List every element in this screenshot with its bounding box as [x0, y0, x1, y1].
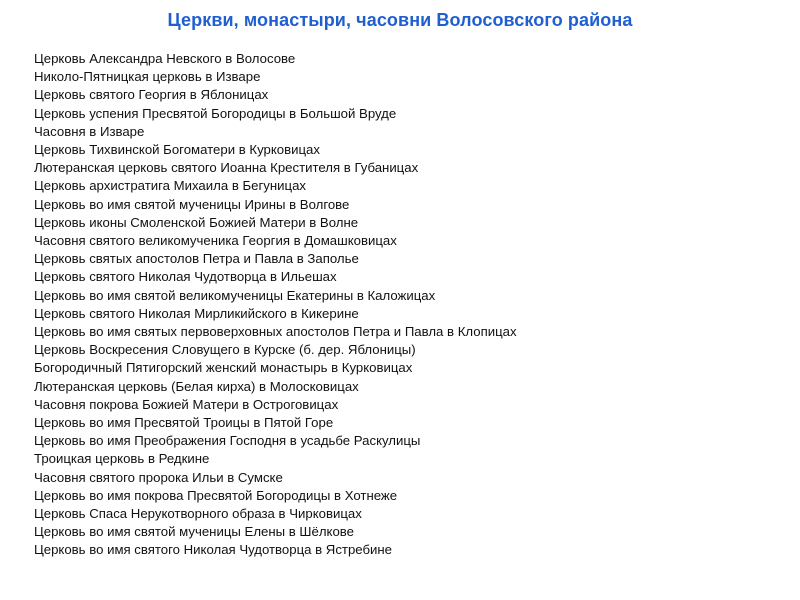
- list-item: Часовня святого великомученика Георгия в Домашковицах: [34, 233, 397, 249]
- list-item: Церковь Спаса Нерукотворного образа в Чирковицах: [34, 506, 362, 522]
- list-item: Церковь во имя святых первоверховных апостолов Петра и Павла в Клопицах: [34, 324, 517, 340]
- list-item: Троицкая церковь в Редкине: [34, 451, 210, 467]
- list-item: Церковь святого Николая Чудотворца в Ильешах: [34, 269, 337, 285]
- list-item: Николо-Пятницкая церковь в Изваре: [34, 69, 261, 85]
- list-item: Часовня в Изваре: [34, 123, 145, 139]
- list-item: Часовня покрова Божией Матери в Остроговицах: [34, 396, 339, 412]
- list-item: Церковь Александра Невского в Волосове: [34, 51, 296, 66]
- list-item: Церковь во имя святой мученицы Ирины в Волгове: [34, 196, 350, 212]
- list-item: Церковь Тихвинской Богоматери в Курковицах: [34, 142, 320, 158]
- list-item: Лютеранская церковь святого Иоанна Крестителя в Губаницах: [34, 160, 419, 176]
- list-item: Лютеранская церковь (Белая кирха) в Молосковицах: [34, 378, 359, 394]
- list-item: Богородичный Пятигорский женский монастырь в Курковицах: [34, 360, 413, 376]
- list-item: Церковь успения Пресвятой Богородицы в Большой Вруде: [34, 105, 397, 121]
- church-list: [34, 50, 794, 560]
- list-item: Церковь во имя покрова Пресвятой Богородицы в Хотнеже: [34, 487, 398, 503]
- page-title: Церкви, монастыри, часовни Волосовского района: [167, 10, 633, 30]
- list-item: Церковь святого Георгия в Яблоницах: [34, 87, 269, 103]
- list-item: Церковь во имя святой великомученицы Екатерины в Каложицах: [34, 287, 436, 303]
- list-item: Церковь во имя Преображения Господня в усадьбе Раскулицы: [34, 433, 421, 449]
- list-item: Церковь Воскресения Словущего в Курске (б. дер. Яблоницы): [34, 342, 416, 358]
- list-item: Церковь во имя Пресвятой Троицы в Пятой Горе: [34, 415, 334, 431]
- list-item: Церковь святых апостолов Петра и Павла в Заполье: [34, 251, 359, 267]
- list-item: Церковь архистратига Михаила в Бегуницах: [34, 178, 307, 194]
- list-item: Часовня святого пророка Ильи в Сумске: [34, 469, 283, 485]
- list-item: Церковь иконы Смоленской Божией Матери в Волне: [34, 214, 359, 230]
- list-item: Церковь во имя святой мученицы Елены в Шёлкове: [34, 524, 354, 540]
- list-item: Церковь во имя святого Николая Чудотворца в Ястребине: [34, 542, 393, 558]
- list-item: Церковь святого Николая Мирликийского в Кикерине: [34, 305, 359, 321]
